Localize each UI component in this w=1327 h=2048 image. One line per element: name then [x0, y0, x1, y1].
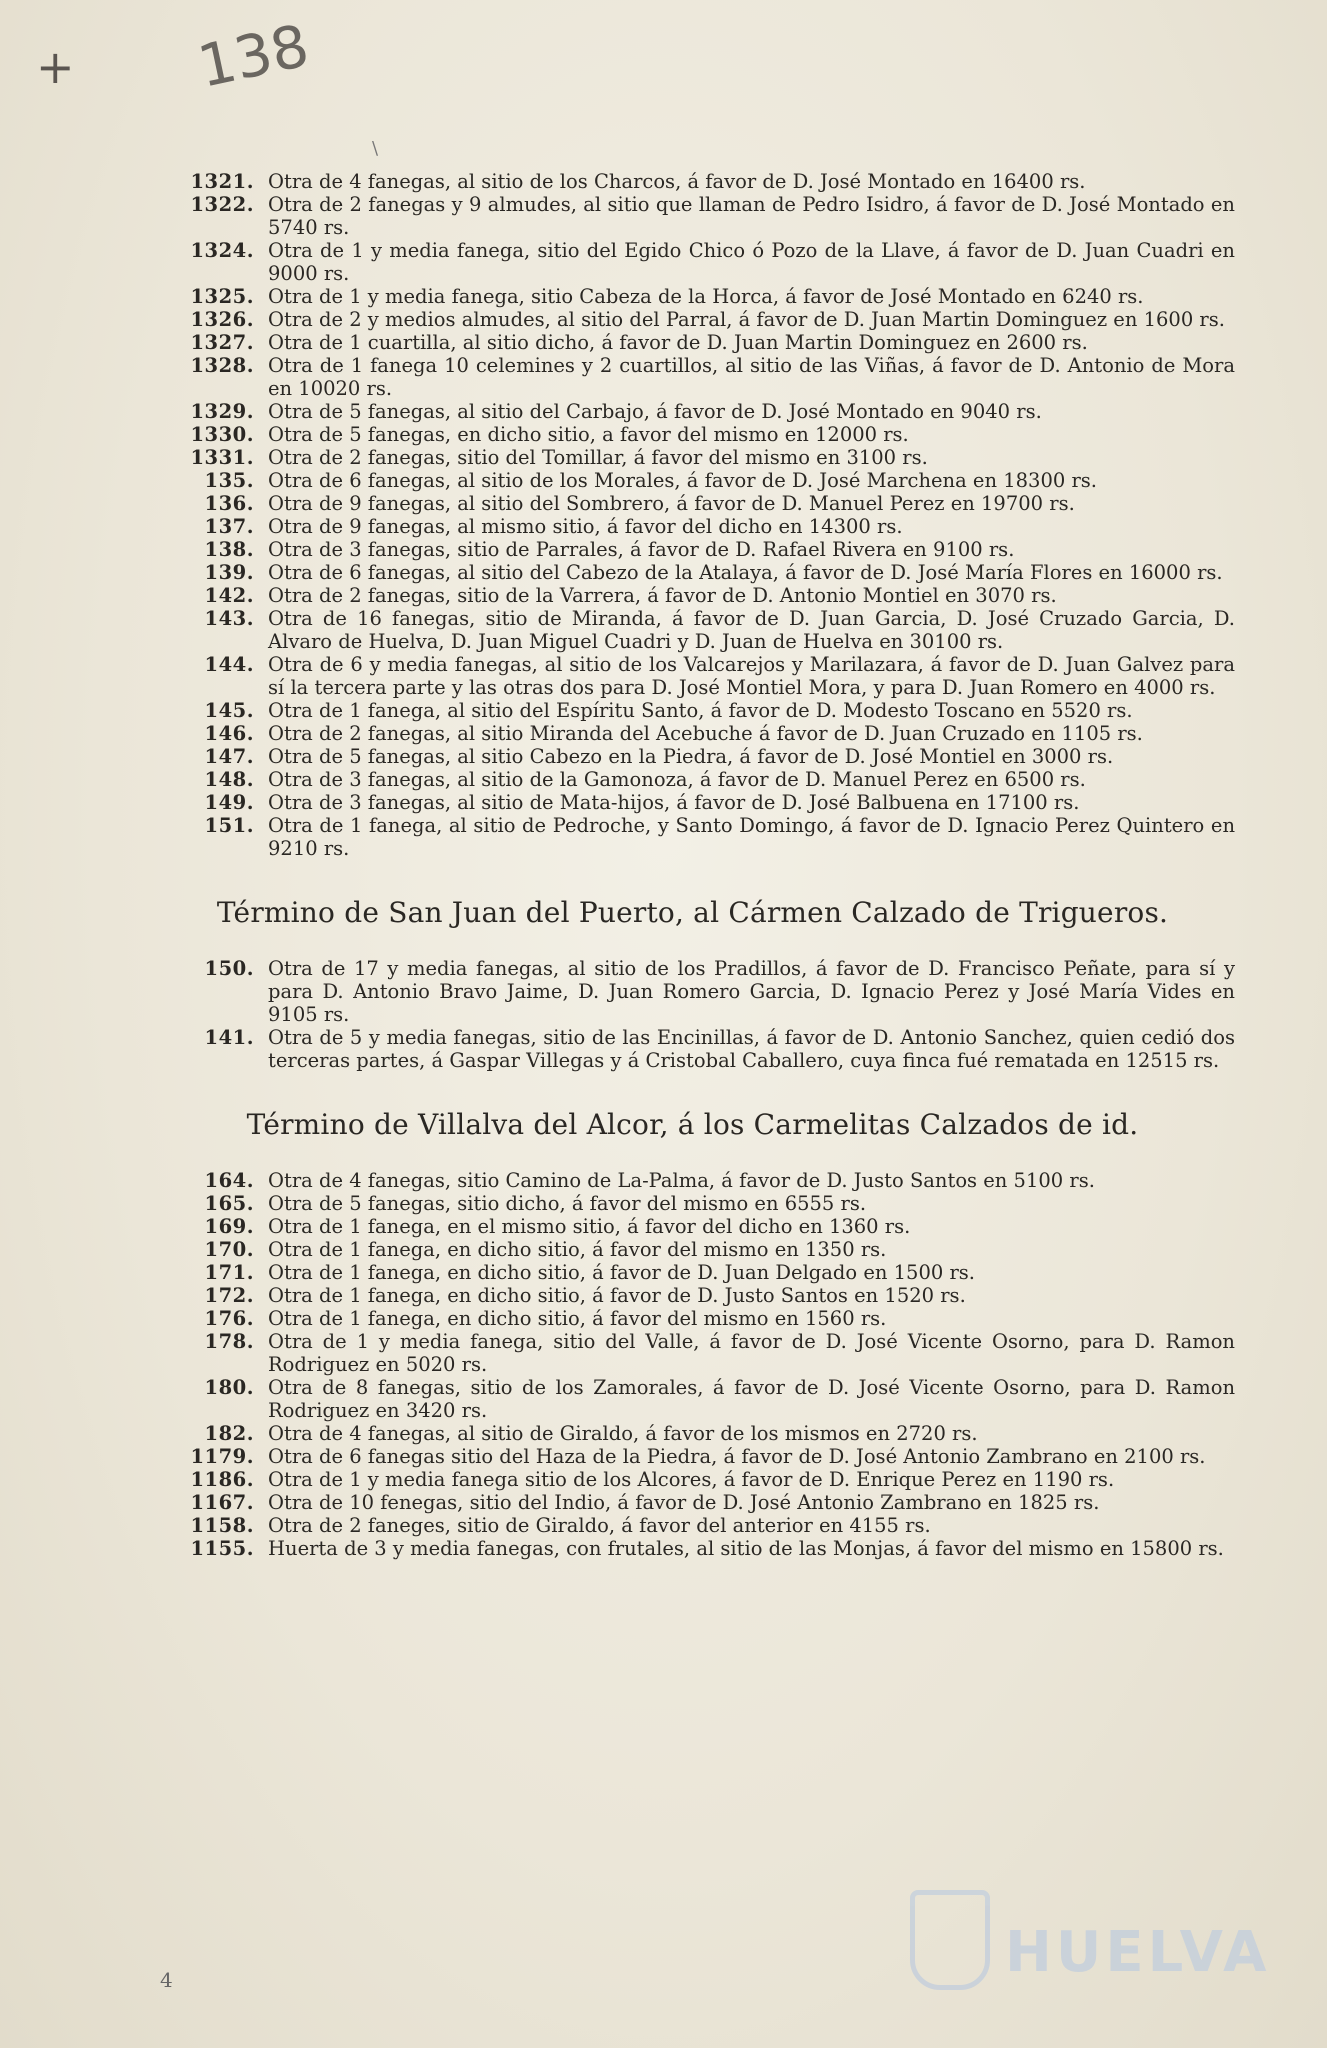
- entry-list-c: [150, 1169, 1235, 1560]
- lot-number: 150.: [204, 957, 254, 980]
- lot-description: Otra de 17 y media fanegas, al sitio de los Pradillos, á favor de D. Francisco Peñate, para sí y para D. Antonio Bravo Jaime, D. Juan Romero Garcia, D. Ignacio Perez y José María Vides en 9105 rs.: [268, 957, 1235, 1026]
- lot-entry: [150, 1330, 1235, 1376]
- lot-number: 135.: [204, 469, 254, 492]
- lot-number: 149.: [204, 791, 254, 814]
- lot-entry: [150, 1422, 1235, 1445]
- lot-description: Otra de 1 fanega, al sitio de Pedroche, y Santo Domingo, á favor de D. Ignacio Perez Quintero en 9210 rs.: [268, 814, 1235, 860]
- lot-description: Otra de 4 fanegas, al sitio de Giraldo, á favor de los mismos en 2720 rs.: [268, 1422, 978, 1445]
- lot-description: Otra de 1 fanega 10 celemines y 2 cuartillos, al sitio de las Viñas, á favor de D. Antonio de Mora en 10020 rs.: [268, 354, 1235, 400]
- entry-list-b: [150, 957, 1235, 1072]
- lot-entry: [150, 1445, 1235, 1468]
- lot-number: 1321.: [190, 170, 254, 193]
- lot-entry: [150, 239, 1235, 285]
- lot-entry: [150, 400, 1235, 423]
- lot-entry: [150, 423, 1235, 446]
- section-heading-villalva: Término de Villalva del Alcor, á los Carmelitas Calzados de id.: [246, 1108, 1139, 1141]
- archive-logo-icon: [910, 1890, 990, 1990]
- lot-entry: [150, 515, 1235, 538]
- lot-description: Otra de 1 y media fanega, sitio del Egido Chico ó Pozo de la Llave, á favor de D. Juan Cuadri en 9000 rs.: [268, 239, 1235, 285]
- handwritten-cross: +: [36, 40, 75, 94]
- lot-entry: [150, 791, 1235, 814]
- lot-entry: [150, 745, 1235, 768]
- lot-number: 182.: [204, 1422, 254, 1445]
- lot-entry: [150, 768, 1235, 791]
- lot-number: 136.: [204, 492, 254, 515]
- lot-entry: [150, 492, 1235, 515]
- lot-number: 1158.: [190, 1514, 254, 1537]
- lot-number: 1322.: [190, 193, 254, 216]
- lot-number: 145.: [204, 699, 254, 722]
- lot-description: Huerta de 3 y media fanegas, con frutales, al sitio de las Monjas, á favor del mismo en 15800 rs.: [268, 1537, 1224, 1560]
- huelva-watermark: [910, 1880, 1270, 2000]
- lot-entry: [150, 1238, 1235, 1261]
- lot-entry: [150, 1169, 1235, 1192]
- lot-entry: [150, 814, 1235, 860]
- lot-description: Otra de 2 fanegas, sitio de la Varrera, á favor de D. Antonio Montiel en 3070 rs.: [268, 584, 1057, 607]
- lot-number: 139.: [204, 561, 254, 584]
- lot-entry: [150, 1468, 1235, 1491]
- lot-entry: [150, 170, 1235, 193]
- lot-number: 1326.: [190, 308, 254, 331]
- lot-number: 142.: [204, 584, 254, 607]
- lot-number: 1324.: [190, 239, 254, 262]
- lot-description: Otra de 5 fanegas, al sitio del Carbajo, á favor de D. José Montado en 9040 rs.: [268, 400, 1042, 423]
- lot-description: Otra de 1 cuartilla, al sitio dicho, á favor de D. Juan Martin Dominguez en 2600 rs.: [268, 331, 1088, 354]
- lot-entry: [150, 1537, 1235, 1560]
- lot-description: Otra de 1 y media fanega sitio de los Alcores, á favor de D. Enrique Perez en 1190 rs.: [268, 1468, 1115, 1491]
- lot-number: 146.: [204, 722, 254, 745]
- lot-number: 169.: [204, 1215, 254, 1238]
- lot-number: 148.: [204, 768, 254, 791]
- lot-description: Otra de 8 fanegas, sitio de los Zamorales, á favor de D. José Vicente Osorno, para D. Ramon Rodriguez en 3420 rs.: [268, 1376, 1235, 1422]
- lot-number: 1328.: [190, 354, 254, 377]
- lot-description: Otra de 1 fanega, en dicho sitio, á favor del mismo en 1560 rs.: [268, 1307, 887, 1330]
- lot-number: 1329.: [190, 400, 254, 423]
- bottom-margin-mark: 4: [160, 1968, 173, 1992]
- lot-entry: [150, 1026, 1235, 1072]
- lot-number: 1331.: [190, 446, 254, 469]
- lot-entry: [150, 193, 1235, 239]
- lot-entry: [150, 722, 1235, 745]
- lot-entry: [150, 538, 1235, 561]
- lot-description: Otra de 10 fenegas, sitio del Indio, á favor de D. José Antonio Zambrano en 1825 rs.: [268, 1491, 1100, 1514]
- lot-description: Otra de 1 fanega, en dicho sitio, á favor del mismo en 1350 rs.: [268, 1238, 887, 1261]
- lot-description: Otra de 6 fanegas, al sitio de los Morales, á favor de D. José Marchena en 18300 rs.: [268, 469, 1097, 492]
- entry-list-a: [150, 170, 1235, 860]
- document-body: [150, 170, 1235, 1560]
- lot-entry: [150, 446, 1235, 469]
- lot-description: Otra de 4 fanegas, sitio Camino de La-Palma, á favor de D. Justo Santos en 5100 rs.: [268, 1169, 1095, 1192]
- lot-entry: [150, 1491, 1235, 1514]
- lot-number: 176.: [204, 1307, 254, 1330]
- lot-description: Otra de 3 fanegas, al sitio de la Gamonoza, á favor de D. Manuel Perez en 6500 rs.: [268, 768, 1086, 791]
- lot-number: 172.: [204, 1284, 254, 1307]
- lot-description: Otra de 3 fanegas, al sitio de Mata-hijos, á favor de D. José Balbuena en 17100 rs.: [268, 791, 1080, 814]
- lot-number: 180.: [204, 1376, 254, 1399]
- margin-tick: \: [372, 138, 379, 159]
- lot-description: Otra de 1 y media fanega, sitio Cabeza de la Horca, á favor de José Montado en 6240 rs.: [268, 285, 1144, 308]
- lot-description: Otra de 1 fanega, al sitio del Espíritu Santo, á favor de D. Modesto Toscano en 5520 rs.: [268, 699, 1133, 722]
- lot-entry: [150, 699, 1235, 722]
- lot-number: 147.: [204, 745, 254, 768]
- lot-number: 1325.: [190, 285, 254, 308]
- lot-number: 171.: [204, 1261, 254, 1284]
- lot-description: Otra de 1 fanega, en dicho sitio, á favor de D. Juan Delgado en 1500 rs.: [268, 1261, 975, 1284]
- lot-description: Otra de 5 y media fanegas, sitio de las Encinillas, á favor de D. Antonio Sanchez, quien cedió dos terceras partes, á Gaspar Villegas y á Cristobal Caballero, cuya finca fué rematada en 12515 rs.: [268, 1026, 1235, 1072]
- lot-entry: [150, 653, 1235, 699]
- lot-entry: [150, 1376, 1235, 1422]
- lot-entry: [150, 561, 1235, 584]
- lot-description: Otra de 16 fanegas, sitio de Miranda, á favor de D. Juan Garcia, D. José Cruzado Garcia, D. Alvaro de Huelva, D. Juan Miguel Cuadri y D. Juan de Huelva en 30100 rs.: [268, 607, 1235, 653]
- lot-description: Otra de 6 fanegas, al sitio del Cabezo de la Atalaya, á favor de D. José María Flores en 16000 rs.: [268, 561, 1223, 584]
- lot-description: Otra de 4 fanegas, al sitio de los Charcos, á favor de D. José Montado en 16400 rs.: [268, 170, 1086, 193]
- lot-description: Otra de 1 fanega, en dicho sitio, á favor de D. Justo Santos en 1520 rs.: [268, 1284, 966, 1307]
- lot-number: 164.: [204, 1169, 254, 1192]
- lot-number: 1327.: [190, 331, 254, 354]
- lot-entry: [150, 354, 1235, 400]
- lot-entry: [150, 1514, 1235, 1537]
- lot-number: 170.: [204, 1238, 254, 1261]
- lot-description: Otra de 6 y media fanegas, al sitio de los Valcarejos y Marilazara, á favor de D. Juan Galvez para sí la tercera parte y las otras dos para D. José Montiel Mora, y para D. Juan Romero en 4000 rs.: [268, 653, 1235, 699]
- lot-description: Otra de 3 fanegas, sitio de Parrales, á favor de D. Rafael Rivera en 9100 rs.: [268, 538, 1015, 561]
- lot-description: Otra de 5 fanegas, sitio dicho, á favor del mismo en 6555 rs.: [268, 1192, 867, 1215]
- lot-number: 1330.: [190, 423, 254, 446]
- lot-description: Otra de 9 fanegas, al mismo sitio, á favor del dicho en 14300 rs.: [268, 515, 903, 538]
- lot-number: 1155.: [190, 1537, 254, 1560]
- lot-entry: [150, 308, 1235, 331]
- lot-description: Otra de 9 fanegas, al sitio del Sombrero, á favor de D. Manuel Perez en 19700 rs.: [268, 492, 1075, 515]
- lot-entry: [150, 1192, 1235, 1215]
- lot-description: Otra de 2 y medios almudes, al sitio del Parral, á favor de D. Juan Martin Dominguez en 1600 rs.: [268, 308, 1225, 331]
- lot-number: 143.: [204, 607, 254, 630]
- watermark-text: HUELVA: [1005, 1920, 1271, 1985]
- lot-number: 151.: [204, 814, 254, 837]
- lot-description: Otra de 1 y media fanega, sitio del Valle, á favor de D. José Vicente Osorno, para D. Ramon Rodriguez en 5020 rs.: [268, 1330, 1235, 1376]
- lot-description: Otra de 6 fanegas sitio del Haza de la Piedra, á favor de D. José Antonio Zambrano en 2100 rs.: [268, 1445, 1206, 1468]
- lot-number: 178.: [204, 1330, 254, 1353]
- lot-number: 165.: [204, 1192, 254, 1215]
- lot-entry: [150, 584, 1235, 607]
- lot-entry: [150, 1215, 1235, 1238]
- lot-entry: [150, 957, 1235, 1026]
- lot-description: Otra de 1 fanega, en el mismo sitio, á favor del dicho en 1360 rs.: [268, 1215, 911, 1238]
- lot-entry: [150, 1307, 1235, 1330]
- lot-number: 1186.: [190, 1468, 254, 1491]
- section-heading-san-juan: Término de San Juan del Puerto, al Cármen Calzado de Trigueros.: [216, 896, 1169, 929]
- lot-number: 1167.: [190, 1491, 254, 1514]
- lot-entry: [150, 607, 1235, 653]
- lot-description: Otra de 5 fanegas, en dicho sitio, a favor del mismo en 12000 rs.: [268, 423, 909, 446]
- lot-entry: [150, 285, 1235, 308]
- lot-description: Otra de 2 fanegas, sitio del Tomillar, á favor del mismo en 3100 rs.: [268, 446, 928, 469]
- lot-description: Otra de 2 faneges, sitio de Giraldo, á favor del anterior en 4155 rs.: [268, 1514, 931, 1537]
- lot-number: 138.: [204, 538, 254, 561]
- lot-number: 141.: [204, 1026, 254, 1049]
- lot-entry: [150, 1284, 1235, 1307]
- lot-entry: [150, 469, 1235, 492]
- lot-number: 144.: [204, 653, 254, 676]
- lot-entry: [150, 1261, 1235, 1284]
- lot-description: Otra de 5 fanegas, al sitio Cabezo en la Piedra, á favor de D. José Montiel en 3000 rs.: [268, 745, 1114, 768]
- lot-entry: [150, 331, 1235, 354]
- handwritten-folio-number: 138: [192, 11, 315, 101]
- lot-description: Otra de 2 fanegas, al sitio Miranda del Acebuche á favor de D. Juan Cruzado en 1105 rs.: [268, 722, 1143, 745]
- lot-description: Otra de 2 fanegas y 9 almudes, al sitio que llaman de Pedro Isidro, á favor de D. José Montado en 5740 rs.: [268, 193, 1235, 239]
- lot-number: 137.: [204, 515, 254, 538]
- lot-number: 1179.: [190, 1445, 254, 1468]
